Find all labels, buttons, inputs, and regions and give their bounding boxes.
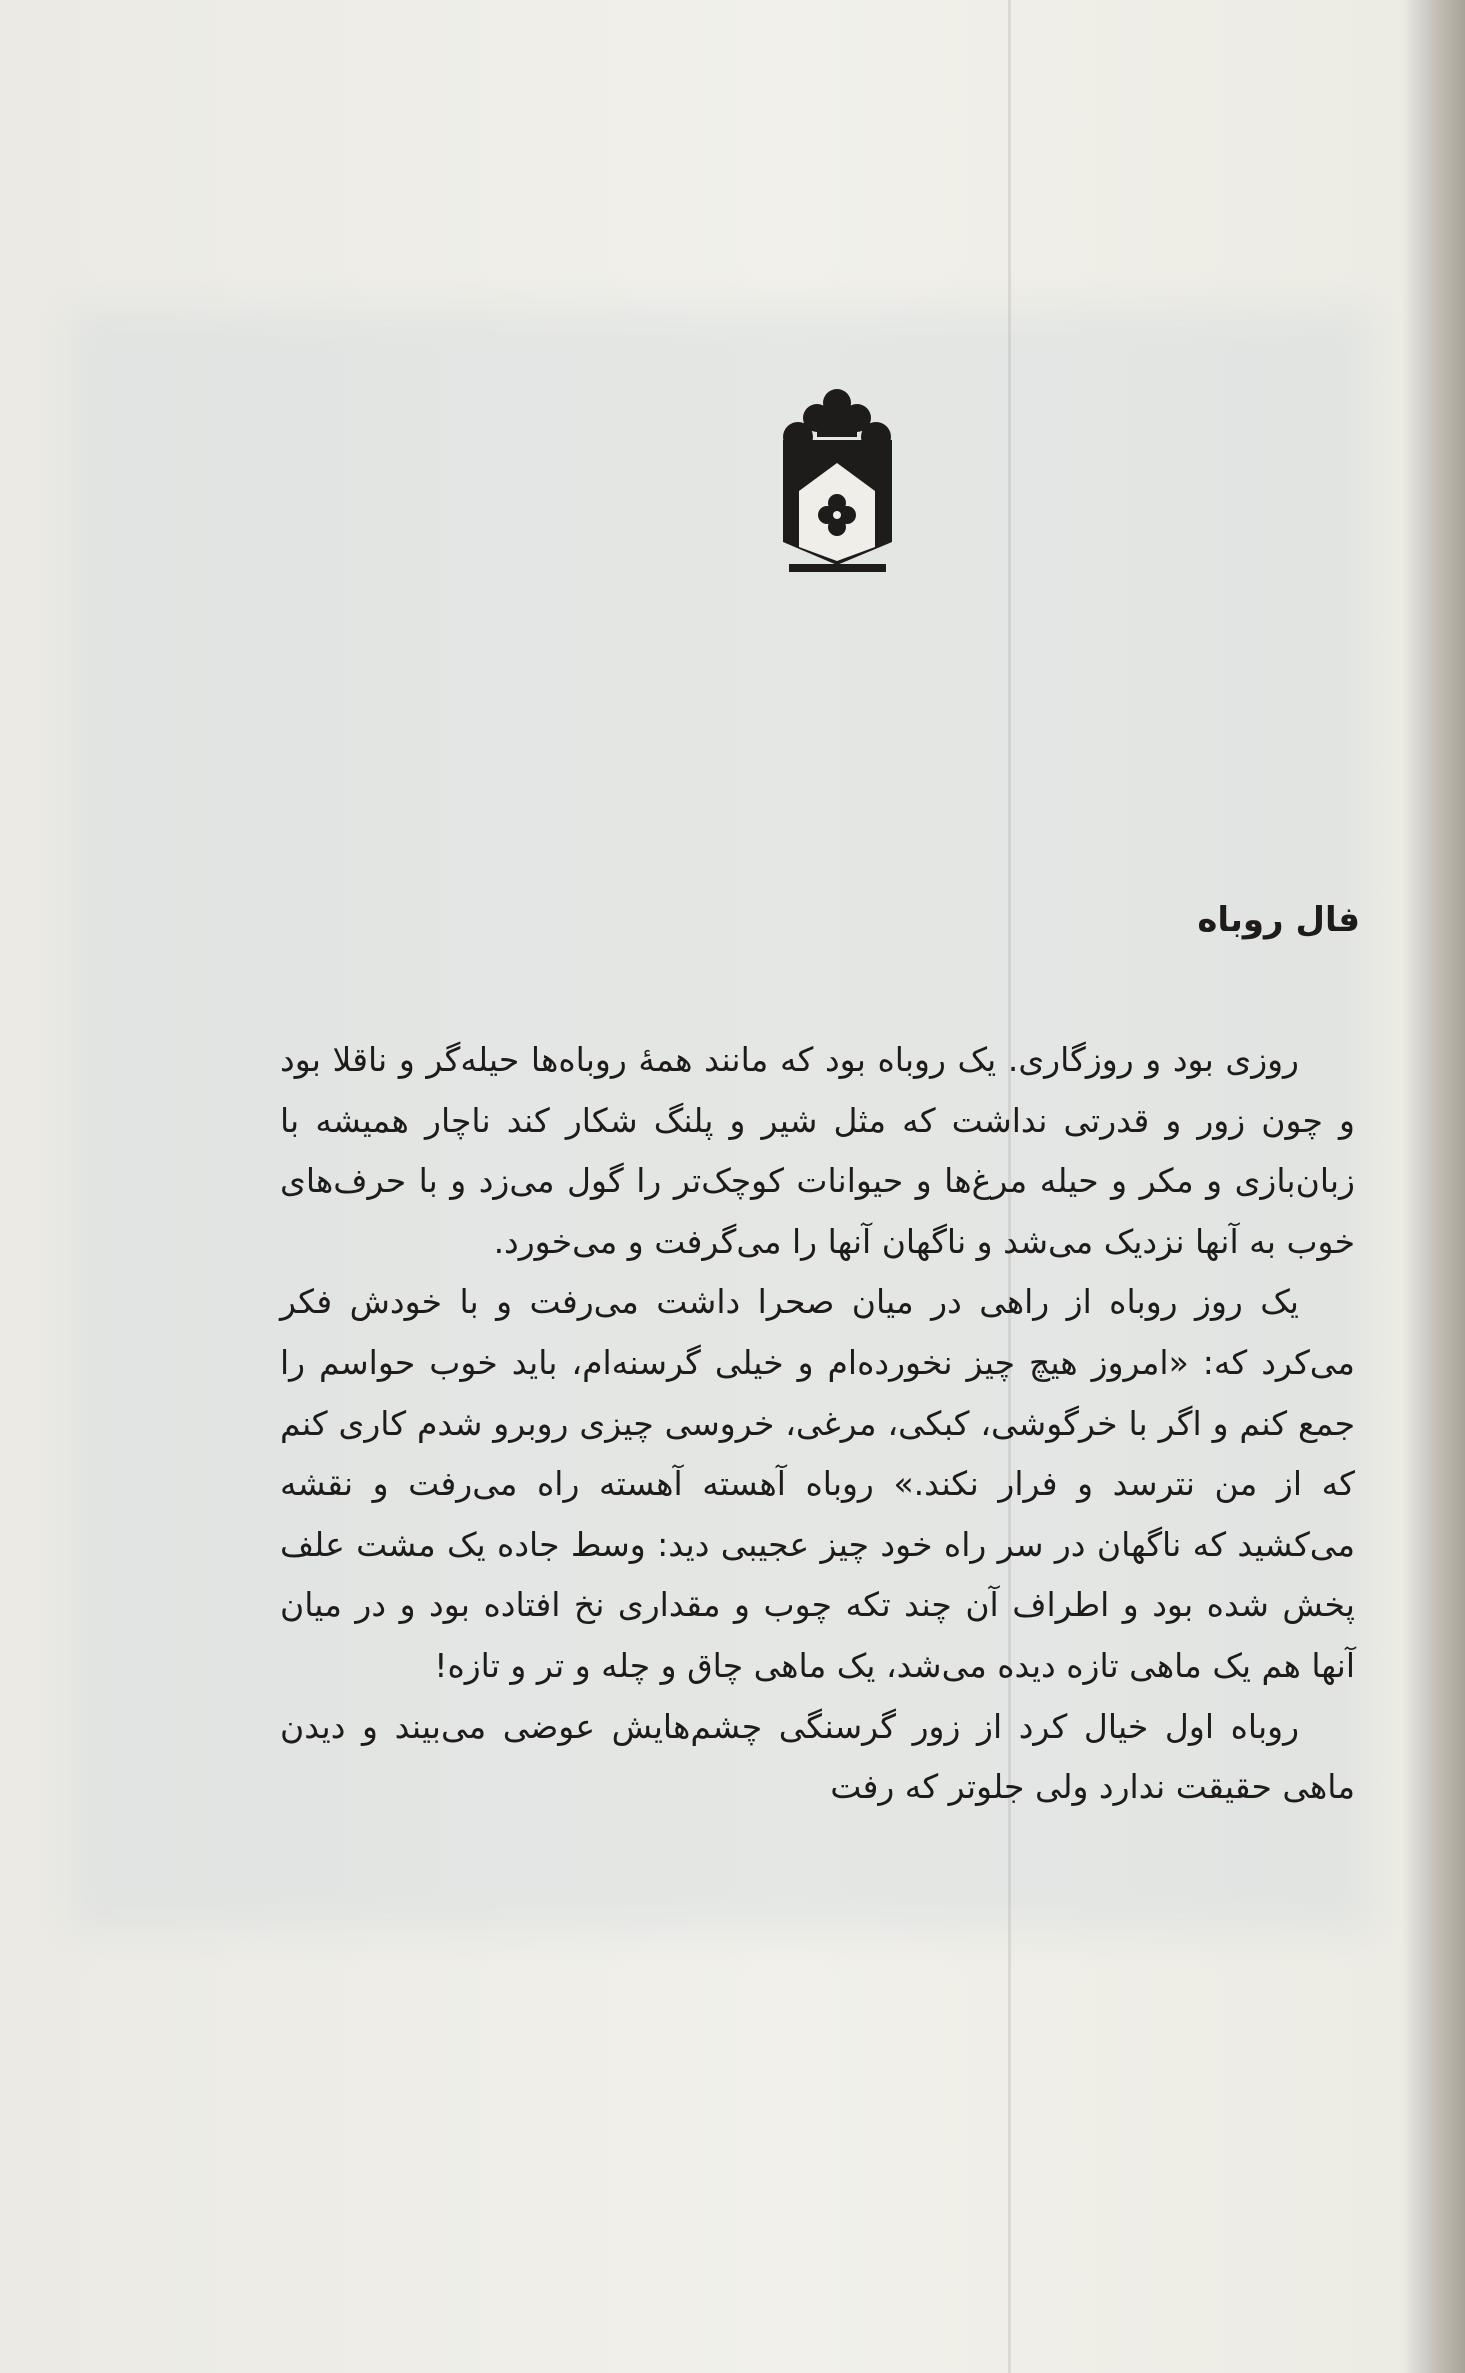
story-paragraph: روباه اول خیال کرد از زور گرسنگی چشم‌هایش عوضی می‌بیند و دیدن ماهی حقیقت ندارد ولی جلوتر که رفت: [280, 1706, 1355, 1807]
story-title: فال روباه: [1197, 900, 1360, 940]
story-paragraph: روزی بود و روزگاری. یک روباه بود که مانند همهٔ روباه‌ها حیله‌گر و ناقلا بود و چون زور و قدرتی نداشت که مثل شیر و پلنگ شکار کند ناچار همیشه با زبان‌بازی و مکر و حیله مرغ‌ها و حیوانات کوچک‌تر را گول می‌زد و با حرف‌های خوب به آنها نزدیک می‌شد و ناگهان آنها را می‌گرفت و می‌خورد.: [280, 1040, 1355, 1261]
story-paragraph: یک روز روباه از راهی در میان صحرا داشت می‌رفت و با خودش فکر می‌کرد که: «امروز هیچ چیز نخورده‌ام و خیلی گرسنه‌ام، باید خوب حواسم را جمع کنم و اگر با خرگوشی، کبکی، مرغی، خروسی چیزی روبرو شدم کاری کنم که از من نترسد و فرار نکند.» روباه آهسته آهسته راه می‌رفت و نقشه می‌کشید که ناگهان در سر راه خود چیز عجیبی دید: وسط جاده یک مشت علف پخش شده بود و اطراف آن چند تکه چوب و مقداری نخ افتاده بود و در میان آنها هم یک ماهی تازه دیده می‌شد، یک ماهی چاق و چله و تر و تازه!: [280, 1282, 1355, 1685]
house-flower-emblem-icon: [775, 385, 900, 580]
page-edge: [1432, 0, 1465, 2373]
spine-shadow: [1402, 0, 1432, 2373]
story-body: [280, 1030, 1355, 1818]
